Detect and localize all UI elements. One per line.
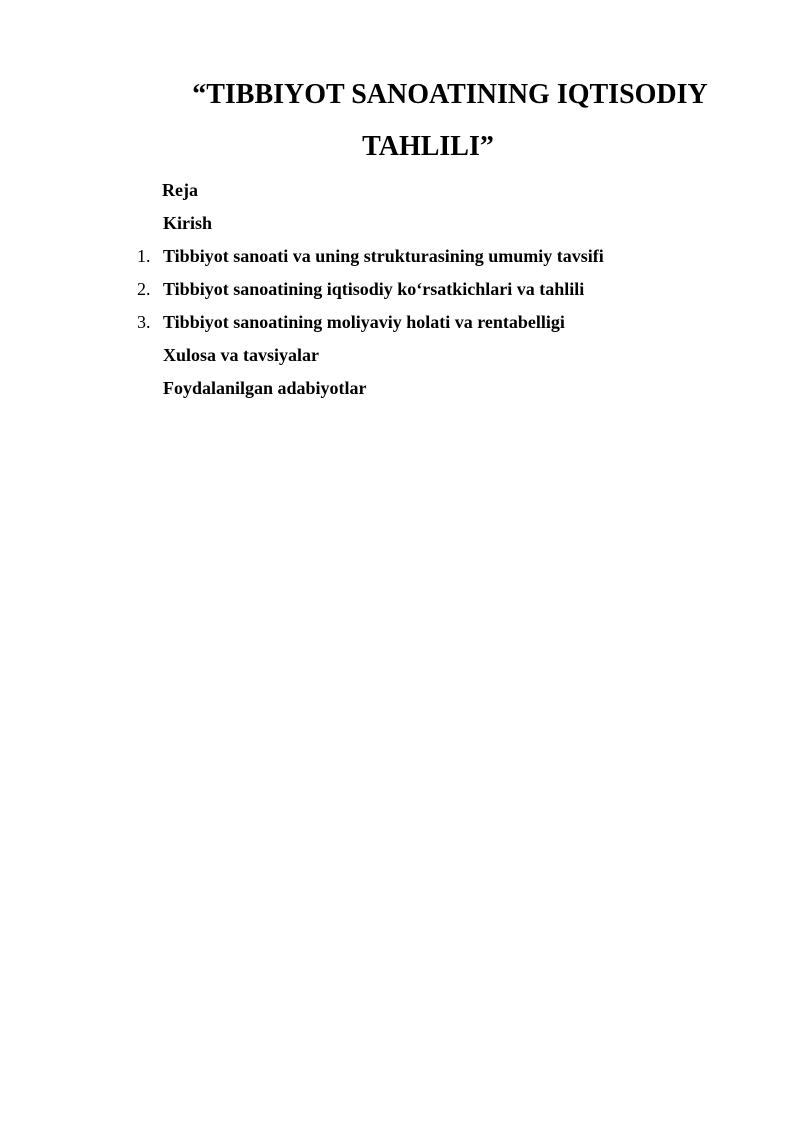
plan-item-text: Tibbiyot sanoatining moliyaviy holati va rentabelligi [163,312,565,332]
plan-item-conclusion [0,343,800,376]
plan-item-introduction [0,211,800,244]
document-title: “TIBBIYOT SANOATINING IQTISODIY [192,79,708,110]
plan-item-number: 1. [137,246,151,266]
plan-list [0,178,800,409]
plan-item-references [0,376,800,409]
plan-item-3 [0,310,800,343]
plan-item-text: Tibbiyot sanoatining iqtisodiy ko‘rsatkichlari va tahlili [163,279,585,299]
plan-item-1 [0,244,800,277]
plan-item-number: 2. [137,279,151,299]
plan-item-text: Foydalanilgan adabiyotlar [163,378,367,398]
document-title-continued: TAHLILI” [362,131,494,162]
plan-item-2 [0,277,800,310]
plan-item-number: 3. [137,312,151,332]
plan-item-text: Kirish [163,213,213,233]
plan-item-text: Xulosa va tavsiyalar [163,345,320,365]
plan-heading [0,178,800,211]
plan-item-text: Tibbiyot sanoati va uning strukturasining umumiy tavsifi [163,246,604,266]
plan-item-text: Reja [162,180,198,200]
